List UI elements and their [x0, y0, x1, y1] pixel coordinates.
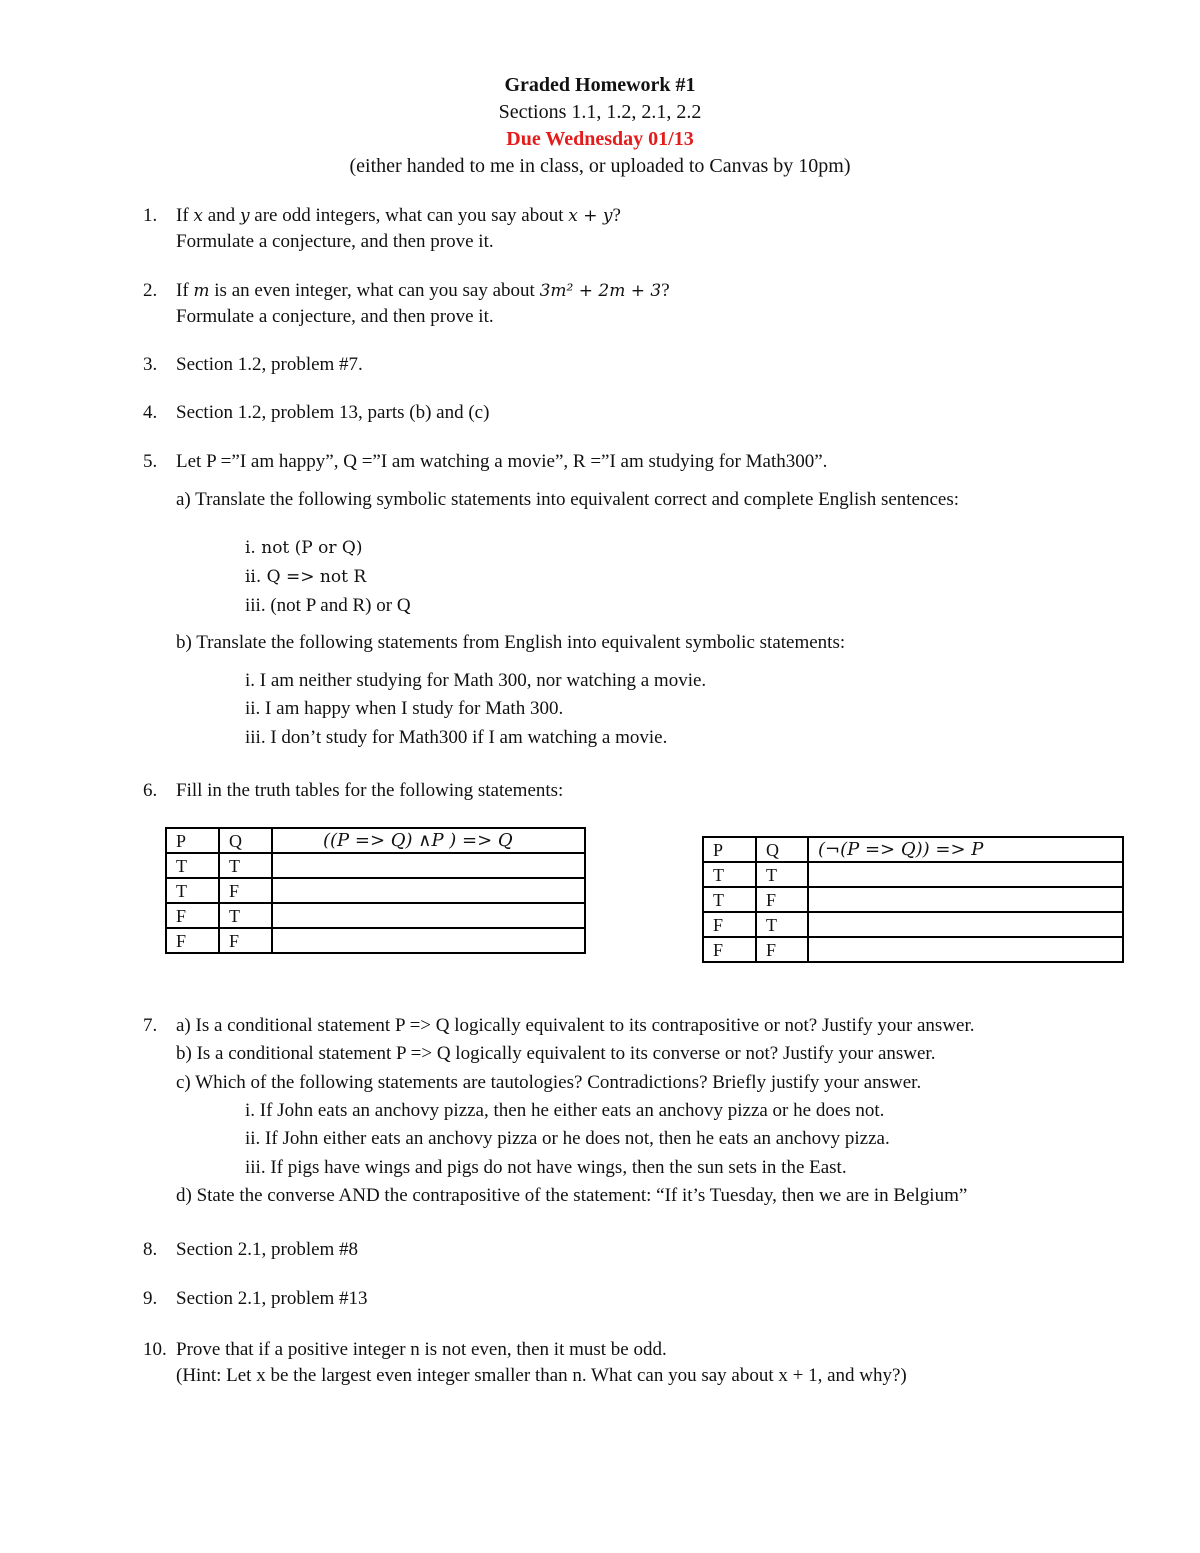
problem-5-intro: Let P =”I am happy”, Q =”I am watching a movie”, R =”I am studying for Math300”. — [176, 451, 828, 472]
problem-9-number: 9. — [143, 1288, 158, 1309]
table-cell: T — [703, 862, 756, 887]
table-header: P — [703, 837, 756, 862]
problem-7a-text: a) Is a conditional statement P => Q logically equivalent to its contrapositive or not? Justify your answer. — [176, 1015, 975, 1036]
problem-7c-text: c) Which of the following statements are tautologies? Contradictions? Briefly justify your answer. — [176, 1072, 922, 1093]
problem-5a-item-iii: iii. (not P and R) or Q — [245, 595, 411, 616]
page-title: Graded Homework #1 — [504, 74, 696, 96]
table-cell: T — [703, 887, 756, 912]
table-row — [166, 903, 585, 928]
problem-1-line2: Formulate a conjecture, and then prove it. — [176, 231, 494, 252]
problem-9-text: Section 2.1, problem #13 — [176, 1288, 368, 1309]
problem-6-text: Fill in the truth tables for the following statements: — [176, 780, 564, 801]
problem-8-text: Section 2.1, problem #8 — [176, 1239, 359, 1260]
table-header: ((P => Q) ∧P ) => Q — [272, 828, 585, 853]
table-answer-cell[interactable] — [272, 903, 585, 928]
table-answer-cell[interactable] — [272, 878, 585, 903]
problem-5b-item-i: i. I am neither studying for Math 300, nor watching a movie. — [245, 670, 707, 691]
table-answer-cell[interactable] — [808, 862, 1123, 887]
problem-5b-label: b) Translate the following statements from English into equivalent symbolic statements: — [176, 632, 846, 653]
problem-7c-item-i: i. If John eats an anchovy pizza, then he either eats an anchovy pizza or he does not. — [245, 1100, 885, 1121]
table-header: Q — [756, 837, 808, 862]
table-cell: F — [166, 928, 219, 953]
problem-2-line1: If m is an even integer, what can you say about 3m² + 2m + 3? — [176, 280, 670, 301]
table-cell: F — [219, 928, 272, 953]
table-cell: T — [219, 903, 272, 928]
table-row — [703, 862, 1123, 887]
problem-10-number: 10. — [143, 1339, 167, 1360]
problem-3-number: 3. — [143, 354, 158, 375]
table-cell: F — [703, 937, 756, 962]
table-answer-cell[interactable] — [808, 887, 1123, 912]
problem-7-number: 7. — [143, 1015, 158, 1036]
problem-5a-item-i: i. not (P or Q) — [245, 538, 363, 558]
problem-5b-item-ii: ii. I am happy when I study for Math 300. — [245, 698, 564, 719]
table-cell: F — [703, 912, 756, 937]
problem-1-number: 1. — [143, 205, 158, 226]
table-header: Q — [219, 828, 272, 853]
table-row — [703, 912, 1123, 937]
problem-7b-text: b) Is a conditional statement P => Q logically equivalent to its converse or not? Justify your answer. — [176, 1043, 936, 1064]
table-cell: F — [756, 887, 808, 912]
due-date: Due Wednesday 01/13 — [506, 128, 694, 150]
table-row — [166, 853, 585, 878]
table-cell: T — [756, 912, 808, 937]
sections-subtitle: Sections 1.1, 1.2, 2.1, 2.2 — [498, 101, 702, 123]
submission-note: (either handed to me in class, or uploaded to Canvas by 10pm) — [349, 155, 851, 177]
table-answer-cell[interactable] — [272, 853, 585, 878]
problem-5a-item-ii: ii. Q => not R — [245, 567, 367, 587]
problem-7c-item-ii: ii. If John either eats an anchovy pizza or he does not, then he eats an anchovy pizza. — [245, 1128, 890, 1149]
problem-10-line1: Prove that if a positive integer n is not even, then it must be odd. — [176, 1339, 667, 1360]
table-answer-cell[interactable] — [808, 912, 1123, 937]
problem-4-number: 4. — [143, 402, 158, 423]
table-row — [166, 878, 585, 903]
table-cell: T — [219, 853, 272, 878]
truth-table-2 — [702, 836, 1124, 963]
table-row — [166, 928, 585, 953]
table-cell: F — [219, 878, 272, 903]
problem-1-line1: If x and y are odd integers, what can you say about x + y? — [176, 205, 621, 226]
table-row — [703, 837, 1123, 862]
problem-2-line2: Formulate a conjecture, and then prove it. — [176, 306, 494, 327]
table-cell: F — [166, 903, 219, 928]
problem-3-text: Section 1.2, problem #7. — [176, 354, 363, 375]
table-row — [166, 828, 585, 853]
problem-7d-text: d) State the converse AND the contrapositive of the statement: “If it’s Tuesday, then we are in Belgium” — [176, 1185, 968, 1206]
problem-8-number: 8. — [143, 1239, 158, 1260]
problem-5a-label: a) Translate the following symbolic statements into equivalent correct and complete English sentences: — [176, 489, 960, 510]
table-cell: T — [166, 853, 219, 878]
table-answer-cell[interactable] — [808, 937, 1123, 962]
table-header: (¬(P => Q)) => P — [808, 837, 1123, 862]
problem-5b-item-iii: iii. I don’t study for Math300 if I am watching a movie. — [245, 727, 668, 748]
truth-table-1 — [165, 827, 586, 954]
table-cell: T — [166, 878, 219, 903]
table-answer-cell[interactable] — [272, 928, 585, 953]
problem-4-text: Section 1.2, problem 13, parts (b) and (c) — [176, 402, 490, 423]
problem-5-number: 5. — [143, 451, 158, 472]
table-cell: T — [756, 862, 808, 887]
problem-6-number: 6. — [143, 780, 158, 801]
problem-2-number: 2. — [143, 280, 158, 301]
problem-10-hint: (Hint: Let x be the largest even integer smaller than n. What can you say about x + 1, and why?) — [176, 1365, 907, 1386]
problem-7c-item-iii: iii. If pigs have wings and pigs do not have wings, then the sun sets in the East. — [245, 1157, 847, 1178]
table-row — [703, 937, 1123, 962]
table-cell: F — [756, 937, 808, 962]
table-row — [703, 887, 1123, 912]
table-header: P — [166, 828, 219, 853]
